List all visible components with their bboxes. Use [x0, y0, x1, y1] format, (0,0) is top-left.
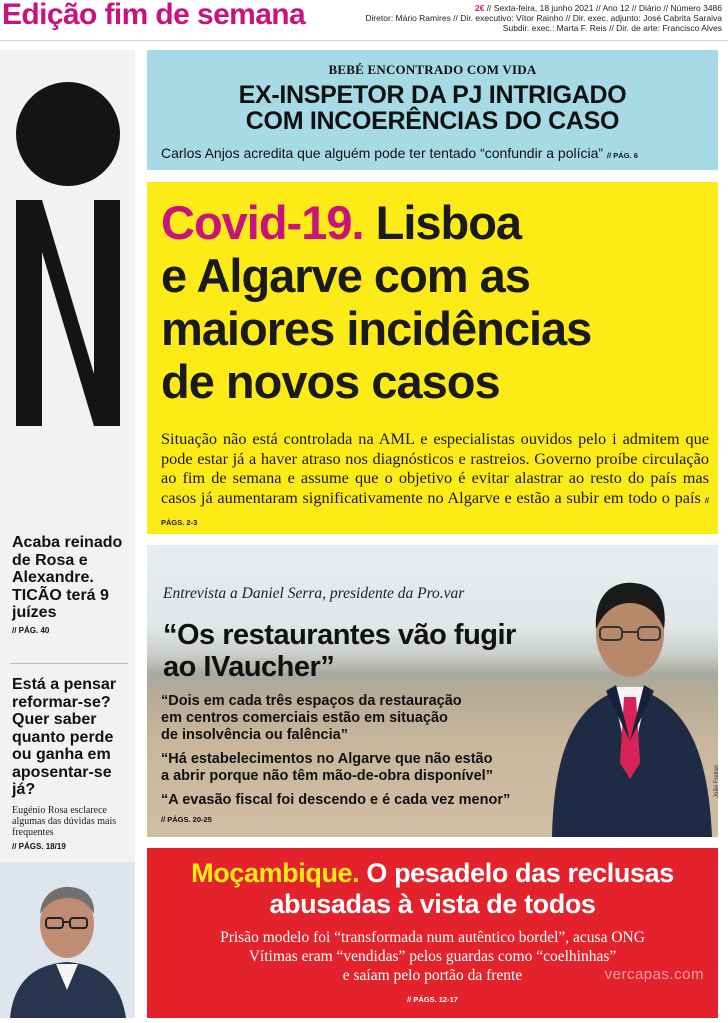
mozambique-story[interactable]	[147, 848, 718, 1018]
main-story-covid[interactable]	[147, 182, 718, 534]
quote-line: “Há estabelecimentos no Algarve que não estão	[161, 751, 493, 767]
headline-line: “Os restaurantes vão fugir	[163, 619, 516, 651]
interview-story[interactable]	[147, 545, 718, 837]
headline-line: COM INCOERÊNCIAS DO CASO	[245, 107, 620, 135]
subtitle-text: Carlos Anjos acredita que alguém pode ter tentado “confundir a polícia”	[161, 145, 604, 161]
headline-text: O pesadelo das reclusas	[359, 858, 674, 888]
editorial-staff-line: Diretor: Mário Ramires // Dir. executivo: Vítor Rainho // Dir. exec. adjunto: José Cabrita Saraiva	[365, 13, 722, 23]
page-reference: // PÁG. 6	[607, 151, 638, 160]
pull-quote-3: “A evasão fiscal foi descendo e é cada vez menor”	[161, 792, 511, 808]
top-story-headline	[147, 82, 718, 134]
sidebar-headline: Acaba reinado de Rosa e Alexandre. TICÃO terá 9 juízes	[12, 534, 123, 621]
masthead	[0, 0, 728, 40]
sidebar-subtext: Eugénio Rosa esclarece algumas das dúvidas mais frequentes	[12, 804, 117, 838]
quote-line: a abrir porque não têm mão-de-obra disponível”	[161, 768, 493, 784]
page-reference: // PÁGS. 18/19	[12, 841, 66, 851]
page-reference: // PÁGS. 2-3	[161, 495, 709, 527]
edition-title: Edição fim de semana	[2, 0, 306, 31]
masthead-meta	[365, 3, 722, 33]
page-reference: // PÁG. 40	[12, 625, 50, 635]
interview-headline	[163, 619, 516, 683]
eugenio-rosa-photo	[0, 862, 135, 1018]
interview-kicker: Entrevista a Daniel Serra, presidente da Pro.var	[163, 585, 465, 602]
headline-line: de novos casos	[161, 355, 500, 408]
mozambique-headline	[147, 858, 718, 920]
body-line: e saíam pelo portão da frente	[342, 967, 523, 984]
main-story-body	[161, 429, 709, 533]
watermark: vercapas.com	[604, 966, 704, 983]
top-story[interactable]	[147, 50, 718, 170]
page-reference: // PÁGS. 12-17	[407, 995, 458, 1004]
quote-line: em centros comerciais estão em situação	[161, 710, 448, 726]
pull-quote-2	[161, 751, 493, 785]
price: 2€	[474, 3, 485, 13]
sidebar-story-reforma[interactable]	[12, 676, 130, 851]
headline-line: EX-INSPETOR DA PJ INTRIGADO	[238, 81, 627, 109]
headline-line: maiores incidências	[161, 302, 592, 355]
quote-line: de insolvência ou falência”	[161, 727, 348, 743]
body-line: Prisão modelo foi “transformada num autêntico bordel”, acusa ONG	[220, 929, 645, 946]
sidebar-divider	[10, 663, 128, 664]
headline-highlight: Covid-19.	[161, 196, 364, 249]
headline-text: Lisboa	[363, 196, 522, 249]
main-headline	[161, 196, 711, 408]
pull-quote-1	[161, 693, 462, 744]
header-divider	[0, 40, 728, 41]
logo-tagline: INEVITÁVEL	[22, 366, 33, 424]
body-line: Vítimas eram “vendidas” pelos guardas como “coelhinhas”	[248, 948, 617, 965]
issue-info: // Sexta-feira, 18 junho 2021 // Ano 12 // Diário // Número 3486	[484, 3, 722, 13]
quote-line: “Dois em cada três espaços da restauração	[161, 693, 462, 709]
headline-line: ao IVaucher”	[163, 651, 335, 683]
headline-highlight: Moçambique.	[191, 858, 360, 888]
sidebar-story-ticao[interactable]	[12, 534, 130, 635]
photo-credit: João Freitas	[714, 765, 720, 799]
sidebar-headline: Está a pensar reformar-se? Quer saber quanto perde ou ganha em aposentar-se já?	[12, 676, 117, 798]
top-story-subtitle	[161, 145, 638, 161]
headline-line: abusadas à vista de todos	[269, 889, 596, 919]
top-story-kicker: BEBÉ ENCONTRADO COM VIDA	[328, 62, 537, 77]
editorial-staff-line-2: Subdir. exec.: Marta F. Reis // Dir. de arte: Francisco Alves	[502, 23, 722, 33]
newspaper-logo	[16, 74, 120, 454]
daniel-serra-photo	[542, 565, 718, 837]
body-text: Situação não está controlada na AML e especialistas ouvidos pelo i admitem que pode estar já a haver atraso nos diagnósticos e rastreios. Governo proíbe circulação ao fim de semana e assume que o objetivo é evitar alastrar ao resto do país mas casos já aumentaram significativamente no Algarve e estão a subir em todo o país	[161, 429, 709, 507]
headline-line: e Algarve com as	[161, 249, 530, 302]
page-reference: // PÁGS. 20-25	[161, 815, 212, 824]
